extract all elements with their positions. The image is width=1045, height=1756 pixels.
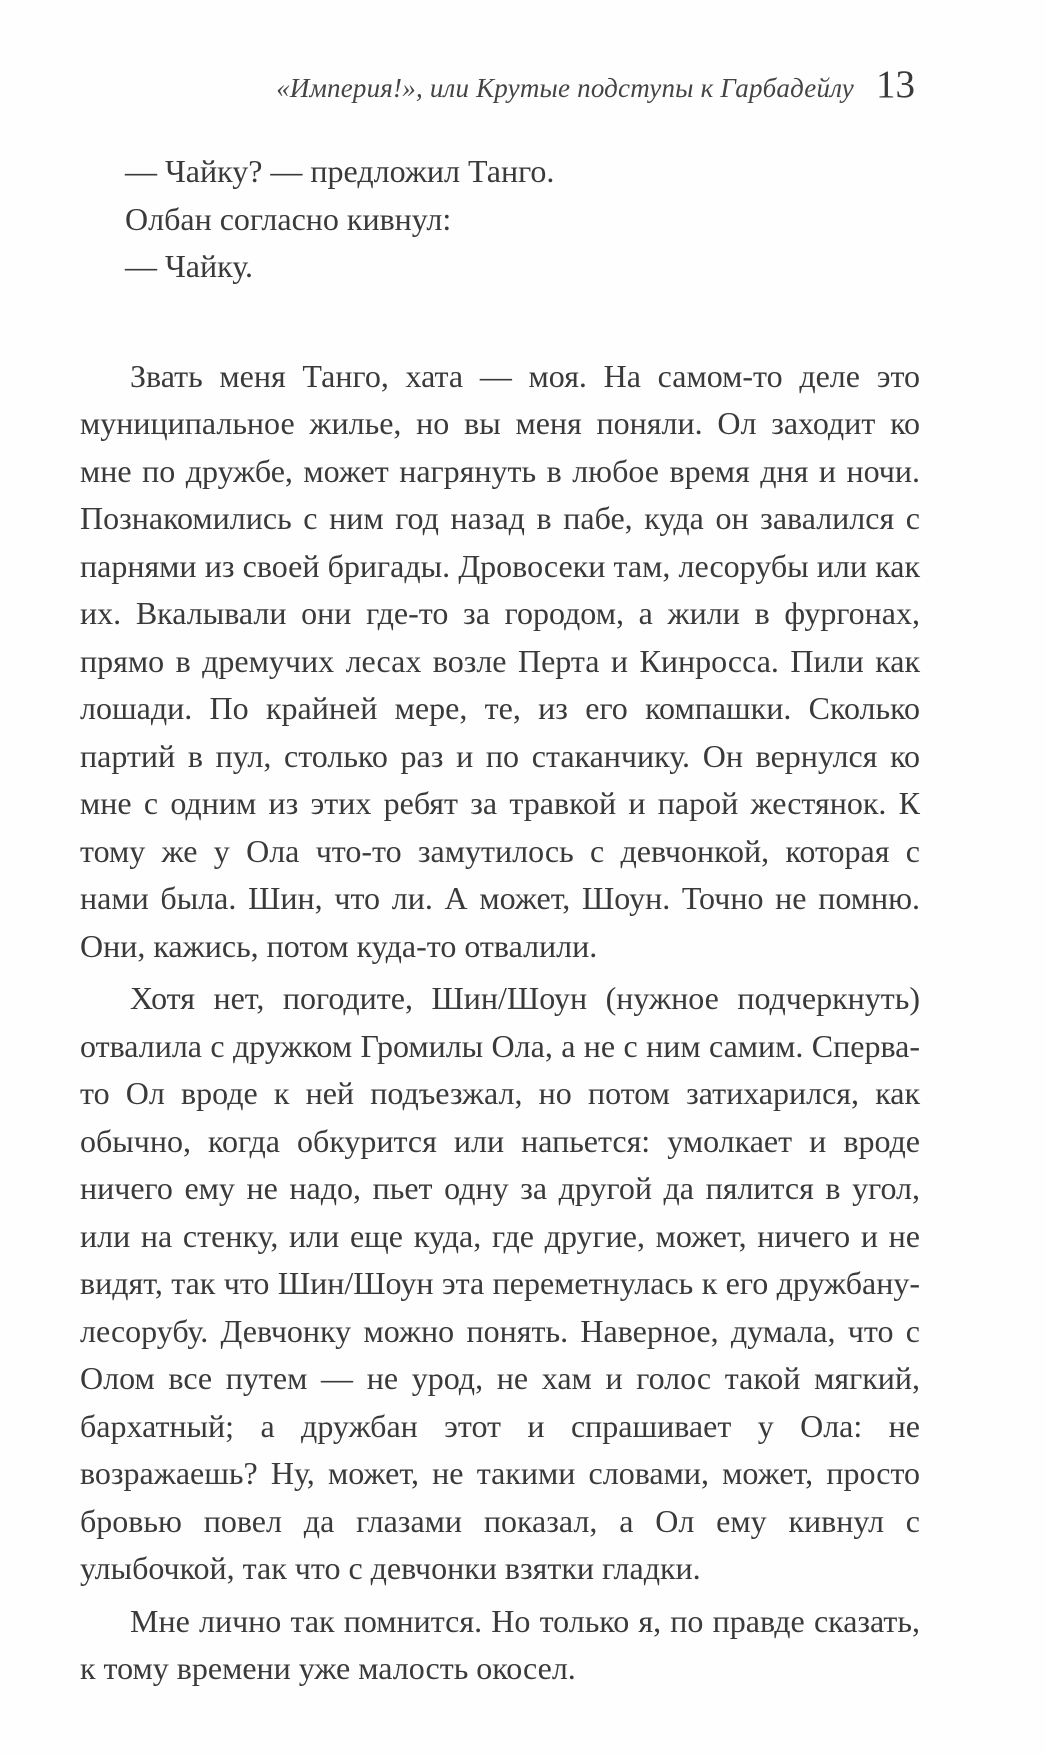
section-gap — [80, 291, 920, 353]
running-head — [80, 62, 915, 114]
paragraph: Звать меня Танго, хата — моя. На самом-то деле это муниципальное жилье, но вы меня поняли. Ол заходит ко мне по дружбе, может нагрянуть в любое время дня и ночи. Познакомились с ним год назад в пабе, куда он завалился с парнями из своей бригады. Дровосеки там, лесорубы или как их. Вкалывали они где-то за городом, а жили в фургонах, прямо в дремучих лесах возле Перта и Кинросса. Пили как лошади. По крайней мере, те, из его компашки. Сколько партий в пул, столько раз и по стаканчику. Он вернулся ко мне с одним из этих ребят за травкой и парой жестянок. К тому же у Ола что-то замутилось с девчонкой, которая с нами была. Шин, что ли. А может, Шоун. Точно не помню. Они, кажись, потом куда-то отвалили. — [80, 357, 920, 964]
body-text — [80, 148, 920, 1693]
running-title: «Империя!», или Крутые подступы к Гарбадейлу — [276, 73, 854, 103]
page-number: 13 — [876, 63, 915, 106]
dialogue-line: — Чайку. — [125, 248, 254, 284]
paragraph: Мне лично так помнится. Но только я, по правде сказать, к тому времени уже малость окосел. — [80, 1602, 920, 1686]
dialogue-line: — Чайку? — предложил Танго. — [125, 153, 555, 189]
dialogue-line: Олбан согласно кивнул: — [125, 200, 452, 237]
paragraph: Хотя нет, погодите, Шин/Шоун (нужное подчеркнуть) отвалила с дружком Громилы Ола, а не с ним самим. Сперва-то Ол вроде к ней подъезжал, но потом затихарился, как обычно, когда обкурится или напьется: умолкает и вроде ничего ему не надо, пьет одну за другой да пялится в угол, или на стенку, или еще куда, где другие, может, ничего и не видят, так что Шин/Шоун эта переметнулась к его дружбану-лесорубу. Девчонку можно понять. Наверное, думала, что с Олом все путем — не урод, не хам и голос такой мягкий, бархатный; а дружбан этот и спрашивает у Ола: не возражаешь? Ну, может, не такими словами, может, просто бровью повел да глазами показал, а Ол ему кивнул с улыбочкой, так что с девчонки взятки гладки. — [80, 980, 920, 1586]
